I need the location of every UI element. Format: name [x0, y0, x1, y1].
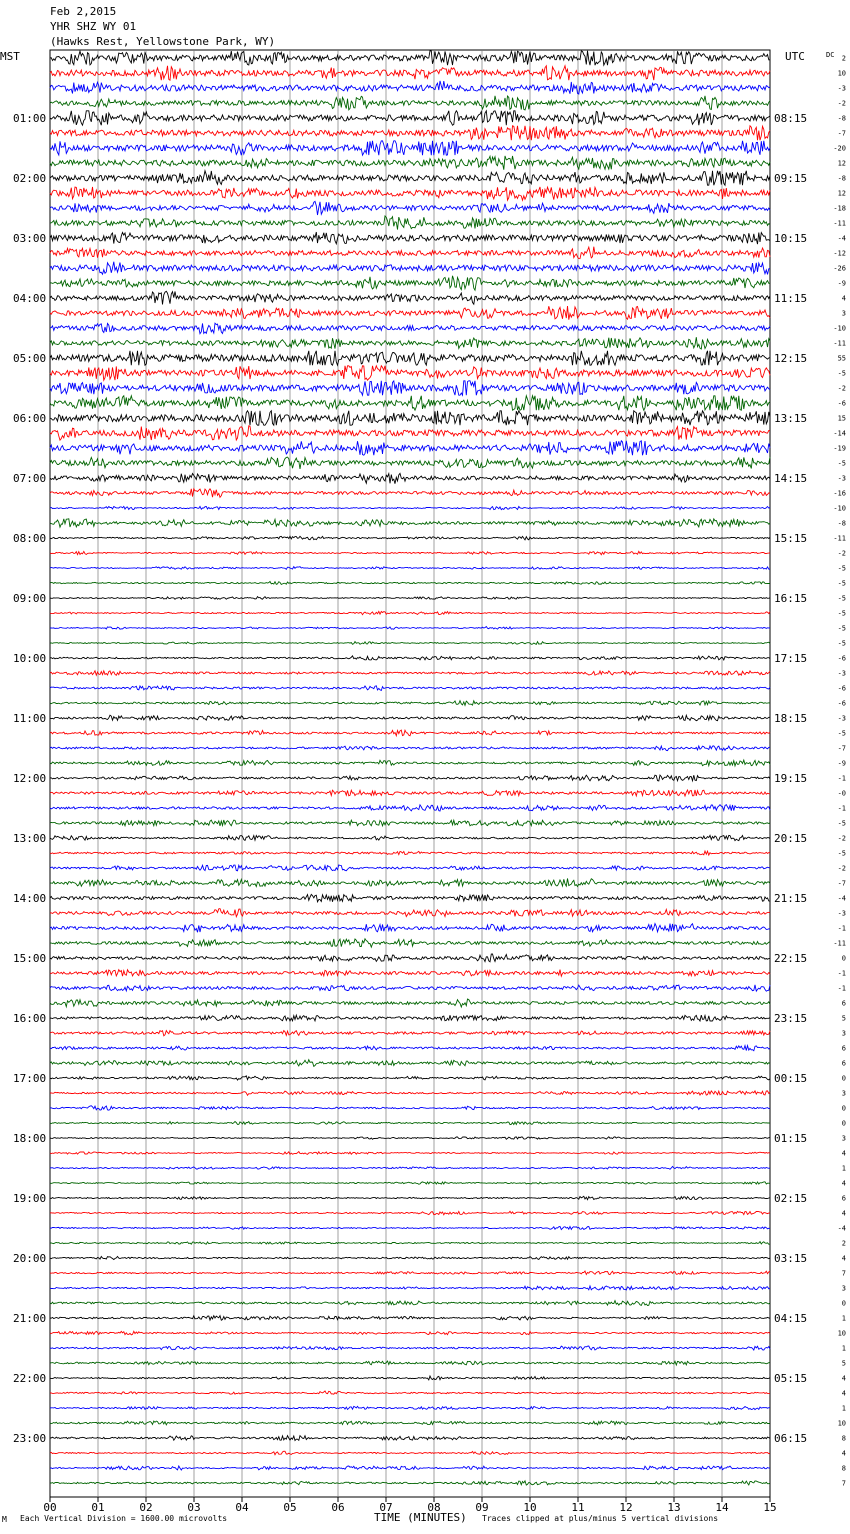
seismic-trace	[50, 999, 770, 1007]
seismic-trace	[50, 1391, 770, 1394]
dc-offset-label: -14	[833, 429, 846, 438]
seismic-trace	[50, 820, 770, 826]
x-tick-label: 06	[331, 1501, 345, 1514]
seismic-trace	[50, 126, 770, 140]
dc-offset-label: 12	[837, 189, 846, 198]
dc-offset-label: -6	[837, 654, 846, 663]
dc-offset-label: 4	[841, 1374, 846, 1383]
dc-offset-label: -16	[833, 489, 846, 498]
seismic-trace	[50, 81, 770, 94]
utc-hour-label: 18:15	[774, 712, 808, 725]
dc-offset-label: -10	[833, 504, 846, 513]
seismic-trace	[50, 457, 770, 469]
seismic-trace	[50, 156, 770, 170]
seismic-trace	[50, 1211, 770, 1215]
mst-hour-label: 14:00	[13, 892, 47, 905]
seismic-trace	[50, 426, 770, 440]
utc-hour-label: 00:15	[774, 1072, 808, 1085]
dc-offset-label: -10	[833, 324, 846, 333]
dc-offset-label: 2	[841, 1239, 846, 1248]
seismic-trace	[50, 686, 770, 691]
dc-offset-label: -7	[837, 129, 846, 138]
seismic-trace	[50, 201, 770, 215]
dc-offset-label: -5	[837, 624, 846, 633]
dc-offset-label: 3	[841, 1029, 846, 1038]
header-station: YHR SHZ WY 01	[50, 20, 137, 33]
seismic-trace	[50, 597, 770, 600]
dc-offset-label: 3	[841, 309, 846, 318]
seismic-trace	[50, 381, 770, 395]
seismic-trace	[50, 1122, 770, 1125]
seismic-trace	[50, 1060, 770, 1067]
dc-offset-label: -3	[837, 714, 846, 723]
dc-offset-label: 7	[841, 1479, 846, 1488]
dc-offset-label: -5	[837, 609, 846, 618]
dc-offset-label: -5	[837, 594, 846, 603]
x-tick-label: 09	[475, 1501, 489, 1514]
mst-hour-label: 01:00	[13, 112, 47, 125]
seismic-trace	[50, 1406, 770, 1409]
dc-offset-label: -11	[833, 219, 846, 228]
utc-hour-label: 23:15	[774, 1012, 808, 1025]
utc-hour-label: 15:15	[774, 532, 808, 545]
dc-offset-label: -3	[837, 909, 846, 918]
seismic-trace	[50, 1167, 770, 1170]
utc-hour-label: 10:15	[774, 232, 808, 245]
x-tick-label: 00	[43, 1501, 57, 1514]
utc-hour-label: 02:15	[774, 1192, 808, 1205]
x-axis-title: TIME (MINUTES)	[374, 1511, 467, 1524]
seismic-trace	[50, 1182, 770, 1185]
seismic-trace	[50, 582, 770, 585]
seismic-trace	[50, 519, 770, 527]
dc-offset-label: -5	[837, 564, 846, 573]
mst-hour-label: 22:00	[13, 1372, 47, 1385]
seismic-trace	[50, 954, 770, 962]
dc-offset-label: 6	[841, 1194, 846, 1203]
seismic-trace	[50, 247, 770, 259]
dc-offset-label: -5	[837, 459, 846, 468]
seismic-trace	[50, 1137, 770, 1140]
x-tick-label: 04	[235, 1501, 249, 1514]
seismic-trace	[50, 715, 770, 721]
mst-hour-label: 06:00	[13, 412, 47, 425]
dc-offset-label: 3	[841, 1284, 846, 1293]
seismic-trace	[50, 323, 770, 334]
dc-offset-label: -11	[833, 939, 846, 948]
seismic-trace	[50, 701, 770, 706]
mst-hour-label: 21:00	[13, 1312, 47, 1325]
seismic-trace	[50, 276, 770, 290]
seismic-trace	[50, 51, 770, 65]
left-zone-label: MST	[0, 50, 20, 63]
dc-offset-label: -3	[837, 84, 846, 93]
mst-hour-label: 10:00	[13, 652, 47, 665]
dc-offset-label: 0	[841, 1074, 846, 1083]
utc-hour-label: 11:15	[774, 292, 808, 305]
seismic-trace	[50, 1106, 770, 1110]
mst-hour-label: 19:00	[13, 1192, 47, 1205]
seismic-trace	[50, 1451, 770, 1455]
utc-hour-label: 12:15	[774, 352, 808, 365]
seismic-trace	[50, 232, 770, 244]
seismic-trace	[50, 851, 770, 855]
dc-offset-label: -18	[833, 204, 846, 213]
seismic-trace	[50, 1031, 770, 1036]
dc-offset-label: -9	[837, 759, 846, 768]
seismic-trace	[50, 262, 770, 275]
dc-offset-label: -19	[833, 444, 846, 453]
x-tick-label: 08	[427, 1501, 441, 1514]
seismic-trace	[50, 111, 770, 125]
dc-offset-label: -6	[837, 684, 846, 693]
mst-hour-label: 11:00	[13, 712, 47, 725]
seismic-trace	[50, 879, 770, 887]
utc-hour-label: 21:15	[774, 892, 808, 905]
seismic-trace	[50, 351, 770, 365]
dc-offset-label: 5	[841, 1014, 846, 1023]
dc-offset-label: -4	[837, 234, 846, 243]
dc-offset-label: 1	[841, 1404, 846, 1413]
dc-offset-label: 55	[837, 354, 846, 363]
mst-hour-label: 09:00	[13, 592, 47, 605]
dc-offset-label: -8	[837, 114, 846, 123]
dc-offset-label: 6	[841, 999, 846, 1008]
dc-offset-label: 0	[841, 954, 846, 963]
seismic-trace	[50, 1346, 770, 1350]
mst-hour-label: 23:00	[13, 1432, 47, 1445]
seismic-trace	[50, 1316, 770, 1321]
dc-offset-label: 12	[837, 159, 846, 168]
seismic-trace	[50, 536, 770, 540]
mst-hour-label: 02:00	[13, 172, 47, 185]
seismic-trace	[50, 396, 770, 410]
mst-hour-label: 05:00	[13, 352, 47, 365]
mst-hour-label: 20:00	[13, 1252, 47, 1265]
dc-offset-label: -5	[837, 819, 846, 828]
dc-offset-label: 8	[841, 1434, 846, 1443]
utc-hour-label: 06:15	[774, 1432, 808, 1445]
mst-hour-label: 13:00	[13, 832, 47, 845]
dc-offset-label: -11	[833, 339, 846, 348]
mst-hour-label: 04:00	[13, 292, 47, 305]
seismic-trace	[50, 775, 770, 781]
mst-hour-label: 12:00	[13, 772, 47, 785]
seismic-trace	[50, 171, 770, 185]
dc-offset-label: -1	[837, 984, 846, 993]
dc-offset-label: 1	[841, 1344, 846, 1353]
dc-offset-label: -9	[837, 279, 846, 288]
seismic-trace	[50, 865, 770, 871]
dc-offset-label: -7	[837, 744, 846, 753]
x-tick-label: 03	[187, 1501, 201, 1514]
seismic-trace	[50, 187, 770, 200]
utc-hour-label: 01:15	[774, 1132, 808, 1145]
seismic-trace	[50, 1271, 770, 1275]
seismic-trace	[50, 1257, 770, 1260]
mst-hour-label: 15:00	[13, 952, 47, 965]
utc-hour-label: 13:15	[774, 412, 808, 425]
seismic-trace	[50, 746, 770, 751]
seismic-trace	[50, 1376, 770, 1380]
dc-offset-label: -2	[837, 549, 846, 558]
dc-offset-label: -2	[837, 834, 846, 843]
seismic-trace	[50, 924, 770, 933]
x-tick-label: 10	[523, 1501, 537, 1514]
utc-hour-label: 22:15	[774, 952, 808, 965]
dc-offset-label: -5	[837, 729, 846, 738]
seismic-trace	[50, 506, 770, 509]
header-date: Feb 2,2015	[50, 5, 117, 18]
utc-hour-label: 16:15	[774, 592, 808, 605]
seismic-trace	[50, 1301, 770, 1306]
dc-offset-label: -2	[837, 864, 846, 873]
utc-hour-label: 19:15	[774, 772, 808, 785]
dc-offset-label: 1	[841, 1164, 846, 1173]
x-tick-label: 05	[283, 1501, 297, 1514]
dc-offset-label: -4	[837, 894, 846, 903]
dc-offset-label: 4	[841, 1389, 846, 1398]
dc-offset-label: -20	[833, 144, 846, 153]
dc-column-header: DC	[826, 51, 835, 59]
x-tick-label: 11	[571, 1501, 585, 1514]
utc-hour-label: 08:15	[774, 112, 808, 125]
dc-offset-label: -4	[837, 1224, 846, 1233]
seismic-trace	[50, 730, 770, 736]
dc-offset-label: 2	[841, 54, 846, 63]
seismic-trace	[50, 611, 770, 614]
x-tick-label: 02	[139, 1501, 153, 1514]
dc-offset-label: 4	[841, 1254, 846, 1263]
dc-offset-label: 4	[841, 294, 846, 303]
seismic-trace	[50, 1361, 770, 1365]
seismic-trace	[50, 642, 770, 645]
seismic-trace	[50, 1196, 770, 1199]
dc-offset-label: 4	[841, 1449, 846, 1458]
dc-offset-label: 8	[841, 1464, 846, 1473]
seismic-trace	[50, 985, 770, 991]
seismic-trace	[50, 1331, 770, 1335]
dc-offset-label: -3	[837, 474, 846, 483]
utc-hour-label: 03:15	[774, 1252, 808, 1265]
seismic-trace	[50, 627, 770, 630]
dc-offset-label: -6	[837, 399, 846, 408]
seismic-trace	[50, 1421, 770, 1425]
seismic-trace	[50, 216, 770, 230]
seismic-trace	[50, 1466, 770, 1470]
seismic-trace	[50, 337, 770, 349]
seismic-trace	[50, 1015, 770, 1021]
seismic-trace	[50, 909, 770, 917]
dc-offset-label: 10	[837, 1329, 846, 1338]
dc-offset-label: -8	[837, 174, 846, 183]
dc-offset-label: -2	[837, 99, 846, 108]
seismic-trace	[50, 366, 770, 380]
seismic-trace	[50, 441, 770, 455]
dc-offset-label: 5	[841, 1359, 846, 1368]
seismic-trace	[50, 66, 770, 80]
seismic-trace	[50, 489, 770, 498]
dc-offset-label: -1	[837, 774, 846, 783]
utc-hour-label: 20:15	[774, 832, 808, 845]
x-tick-label: 01	[91, 1501, 105, 1514]
dc-offset-label: 4	[841, 1209, 846, 1218]
dc-offset-label: -5	[837, 849, 846, 858]
seismic-trace	[50, 894, 770, 901]
dc-offset-label: -3	[837, 669, 846, 678]
dc-offset-label: -1	[837, 969, 846, 978]
dc-offset-label: -2	[837, 384, 846, 393]
seismic-trace	[50, 1481, 770, 1485]
seismic-trace	[50, 1436, 770, 1441]
dc-offset-label: 6	[841, 1044, 846, 1053]
seismic-trace	[50, 306, 770, 320]
seismic-trace	[50, 1046, 770, 1051]
utc-hour-label: 04:15	[774, 1312, 808, 1325]
dc-offset-label: 6	[841, 1059, 846, 1068]
dc-offset-label: -11	[833, 534, 846, 543]
x-tick-label: 12	[619, 1501, 633, 1514]
mst-hour-label: 16:00	[13, 1012, 47, 1025]
seismic-trace	[50, 805, 770, 811]
seismic-trace	[50, 939, 770, 947]
seismic-trace	[50, 96, 770, 110]
seismic-trace	[50, 835, 770, 840]
mst-hour-label: 03:00	[13, 232, 47, 245]
footer-scale-note: Each Vertical Division = 1600.00 microvolts	[20, 1514, 228, 1523]
footer-clip-note: Traces clipped at plus/minus 5 vertical divisions	[482, 1514, 719, 1523]
dc-offset-label: 0	[841, 1119, 846, 1128]
dc-offset-label: -5	[837, 639, 846, 648]
seismic-trace	[50, 760, 770, 766]
dc-offset-label: -8	[837, 519, 846, 528]
dc-offset-label: 7	[841, 1269, 846, 1278]
seismic-trace	[50, 567, 770, 570]
dc-offset-label: 10	[837, 1419, 846, 1428]
mst-hour-label: 08:00	[13, 532, 47, 545]
dc-offset-label: -6	[837, 699, 846, 708]
dc-offset-label: 3	[841, 1089, 846, 1098]
dc-offset-label: 15	[837, 414, 846, 423]
right-zone-label: UTC	[785, 50, 805, 63]
x-tick-label: 14	[715, 1501, 729, 1514]
dc-offset-label: 0	[841, 1299, 846, 1308]
dc-offset-label: -5	[837, 369, 846, 378]
seismic-trace	[50, 1091, 770, 1095]
dc-offset-label: 10	[837, 69, 846, 78]
mst-hour-label: 17:00	[13, 1072, 47, 1085]
seismic-trace	[50, 411, 770, 425]
dc-offset-label: -1	[837, 924, 846, 933]
dc-offset-label: 4	[841, 1149, 846, 1158]
seismic-trace	[50, 790, 770, 796]
dc-offset-label: -0	[837, 789, 846, 798]
seismic-trace	[50, 551, 770, 554]
utc-hour-label: 09:15	[774, 172, 808, 185]
dc-offset-label: -7	[837, 879, 846, 888]
seismic-trace	[50, 1152, 770, 1155]
seismic-trace	[50, 671, 770, 676]
dc-offset-label: -5	[837, 579, 846, 588]
x-tick-label: 13	[667, 1501, 681, 1514]
seismic-trace	[50, 656, 770, 660]
dc-offset-label: 1	[841, 1314, 846, 1323]
footer-marker: M	[2, 1515, 7, 1524]
seismic-trace	[50, 1286, 770, 1290]
dc-offset-label: 0	[841, 1104, 846, 1113]
header-location: (Hawks Rest, Yellowstone Park, WY)	[50, 35, 276, 48]
dc-offset-label: -12	[833, 249, 846, 258]
mst-hour-label: 07:00	[13, 472, 47, 485]
seismic-trace	[50, 1076, 770, 1080]
dc-offset-label: 4	[841, 1179, 846, 1188]
dc-offset-label: -26	[833, 264, 846, 273]
utc-hour-label: 05:15	[774, 1372, 808, 1385]
dc-offset-label: 3	[841, 1134, 846, 1143]
seismic-trace	[50, 1226, 770, 1229]
dc-offset-label: -1	[837, 804, 846, 813]
seismic-trace	[50, 291, 770, 304]
seismic-trace	[50, 970, 770, 977]
utc-hour-label: 14:15	[774, 472, 808, 485]
x-tick-label: 07	[379, 1501, 393, 1514]
utc-hour-label: 17:15	[774, 652, 808, 665]
seismic-trace	[50, 1242, 770, 1245]
x-tick-label: 15	[763, 1501, 777, 1514]
seismic-trace	[50, 141, 770, 155]
seismic-trace	[50, 473, 770, 483]
mst-hour-label: 18:00	[13, 1132, 47, 1145]
